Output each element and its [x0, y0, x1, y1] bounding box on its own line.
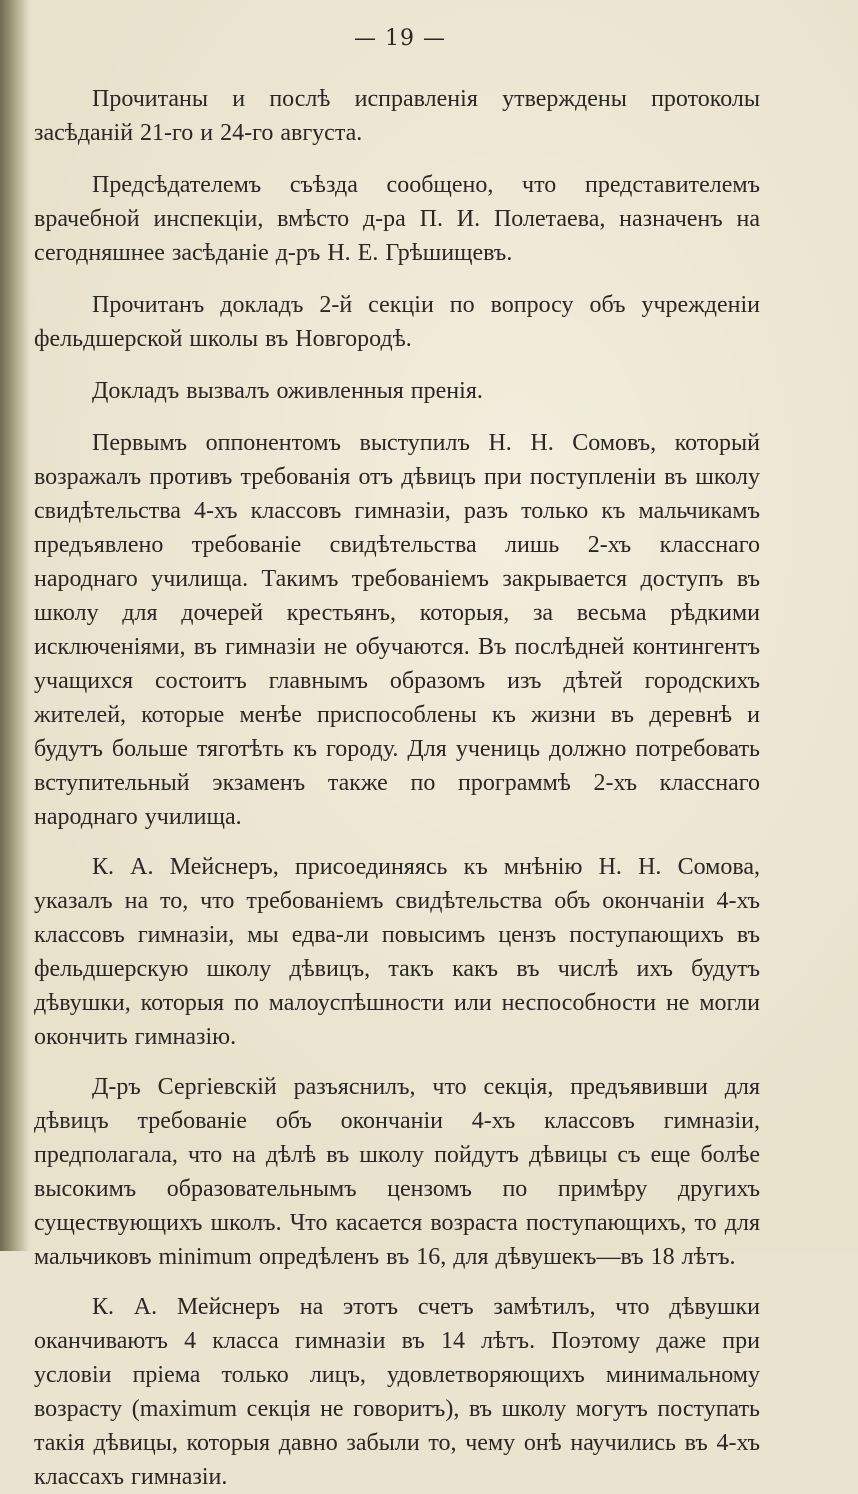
text-body — [34, 82, 760, 1494]
paragraph-6: К. А. Мейснеръ, присоединяясь къ мнѣнію Н. Н. Сомова, указалъ на то, что требованіемъ свидѣтельства объ окончаніи 4-хъ классовъ гимназіи, мы едва-ли повысимъ цензъ поступающихъ въ фельдшерскую школу дѣвицъ, такъ какъ въ числѣ ихъ будутъ дѣвушки, которыя по малоуспѣшности или неспособности не могли окончить гимназію. — [34, 854, 760, 1050]
paragraph-7: Д-ръ Сергіевскій разъяснилъ, что секція, предъявивши для дѣвицъ требованіе объ окончаніи 4-хъ классовъ гимназіи, предполагала, что на дѣлѣ въ школу пойдутъ дѣвицы съ еще болѣе высокимъ образовательнымъ цензомъ по примѣру другихъ существующихъ школъ. Что касается возраста поступающихъ, то для мальчиковъ minimum опредѣленъ въ 16, для дѣвушекъ—въ 18 лѣтъ. — [34, 1074, 760, 1270]
page-binding-shadow — [0, 0, 30, 1251]
paragraph-1: Прочитаны и послѣ исправленія утверждены протоколы засѣданій 21-го и 24-го августа. — [34, 86, 760, 146]
paragraph-4: Докладъ вызвалъ оживленныя пренія. — [92, 378, 483, 404]
page-number: — 19 — — [354, 26, 446, 51]
paragraph-2: Предсѣдателемъ съѣзда сообщено, что представителемъ врачебной инспекціи, вмѣсто д-ра П. И. Полетаева, назначенъ на сегодняшнее засѣданіе д-ръ Н. Е. Грѣшищевъ. — [34, 172, 760, 266]
paragraph-5: Первымъ оппонентомъ выступилъ Н. Н. Сомовъ, который возражалъ противъ требованія отъ дѣвицъ при поступленіи въ школу свидѣтельства 4-хъ классовъ гимназіи, разъ только къ мальчикамъ предъявлено требованіе свидѣтельства лишь 2-хъ класснаго народнаго училища. Такимъ требованіемъ закрывается доступъ въ школу для дочерей крестьянъ, которыя, за весьма рѣдкими исключеніями, въ гимназіи не обучаются. Въ послѣдней контингентъ учащихся состоитъ главнымъ образомъ изъ дѣтей городскихъ жителей, которые менѣе приспособлены къ жизни въ деревнѣ и будутъ больше тяготѣть къ городу. Для учениць должно потребовать вступительный экзаменъ также по программѣ 2-хъ класснаго народнаго училища. — [34, 430, 760, 830]
paragraph-8: К. А. Мейснеръ на этотъ счетъ замѣтилъ, что дѣвушки оканчиваютъ 4 класса гимназіи въ 14 лѣтъ. Поэтому даже при условіи пріема только лицъ, удовлетворяющихъ минимальному возрасту (maximum секція не говоритъ), въ школу могутъ поступать такія дѣвицы, которыя давно забыли то, чему онѣ научились въ 4-хъ классахъ гимназіи. — [34, 1294, 760, 1490]
paragraph-3: Прочитанъ докладъ 2-й секціи по вопросу объ учрежденіи фельдшерской школы въ Новгородѣ. — [34, 292, 760, 352]
